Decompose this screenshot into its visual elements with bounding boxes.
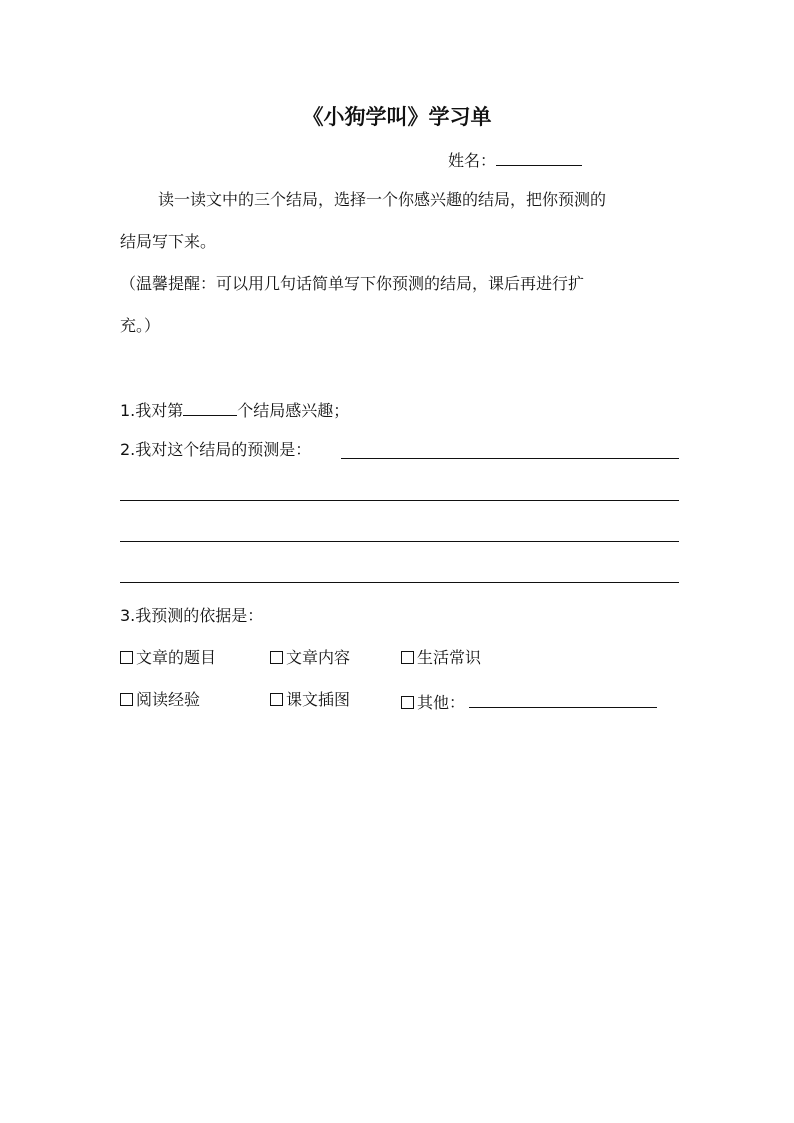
basis-option-label: 生活常识: [417, 648, 482, 667]
page-title: 《小狗学叫》学习单: [302, 105, 492, 129]
prediction-answer-line[interactable]: [120, 541, 679, 542]
basis-option[interactable]: [401, 648, 481, 668]
prediction-answer-line[interactable]: [120, 500, 679, 501]
basis-option[interactable]: [270, 690, 350, 710]
instruction-line-1: 读一读文中的三个结局，选择一个你感兴趣的结局，把你预测的: [158, 190, 607, 209]
name-label: 姓名：: [448, 151, 497, 170]
question-2-label: 2.我对这个结局的预测是：: [120, 440, 312, 459]
question-1-prefix: 1.我对第: [120, 401, 184, 420]
tip-line-1: （温馨提醒：可以用几句话简单写下你预测的结局，课后再进行扩: [120, 274, 585, 293]
name-row: [448, 148, 582, 168]
checkbox-icon[interactable]: [401, 696, 414, 709]
basis-option[interactable]: [401, 690, 657, 710]
tip-line-2: 充。）: [120, 316, 161, 335]
basis-option-label: 文章内容: [286, 648, 351, 667]
prediction-answer-line[interactable]: [120, 582, 679, 583]
checkbox-icon[interactable]: [401, 651, 414, 664]
question-1-suffix: 个结局感兴趣；: [237, 401, 350, 420]
basis-option[interactable]: [120, 648, 216, 668]
basis-option-label: 其他：: [417, 693, 466, 712]
name-blank[interactable]: [496, 148, 582, 166]
checkbox-icon[interactable]: [120, 651, 133, 664]
checkbox-icon[interactable]: [120, 693, 133, 706]
question-1: [120, 398, 349, 418]
prediction-answer-line[interactable]: [341, 458, 679, 459]
basis-option-label: 课文插图: [286, 690, 351, 709]
checkbox-icon[interactable]: [270, 651, 283, 664]
checkbox-icon[interactable]: [270, 693, 283, 706]
question-3: 3.我预测的依据是：: [120, 606, 264, 625]
instruction-line-2: 结局写下来。: [120, 232, 217, 251]
ending-number-blank[interactable]: [183, 398, 237, 416]
basis-option-label: 阅读经验: [136, 690, 201, 709]
basis-option[interactable]: [120, 690, 200, 710]
basis-option[interactable]: [270, 648, 350, 668]
other-basis-blank[interactable]: [469, 690, 657, 708]
question-2: [120, 440, 311, 460]
basis-option-label: 文章的题目: [136, 648, 217, 667]
